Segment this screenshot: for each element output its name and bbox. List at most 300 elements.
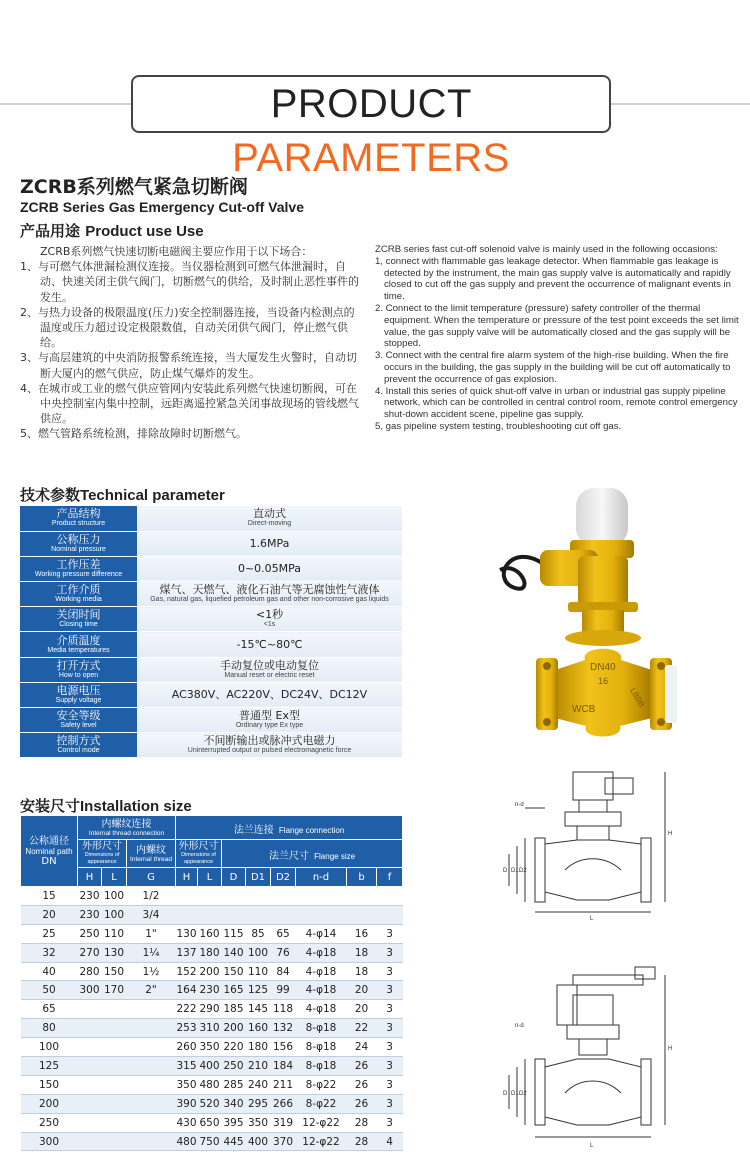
install-cell: 3 bbox=[377, 1000, 403, 1019]
install-row bbox=[21, 905, 403, 924]
install-cell bbox=[127, 1019, 176, 1038]
install-cell: 400 bbox=[198, 1057, 222, 1076]
install-row bbox=[21, 1000, 403, 1019]
install-cell: 270 bbox=[78, 943, 102, 962]
install-cell-dn: 100 bbox=[21, 1038, 78, 1057]
install-cell: 18 bbox=[347, 962, 377, 981]
install-cell: 2" bbox=[127, 981, 176, 1000]
tech-value-en: Uninterrupted output or pulsed electromagnetic force bbox=[187, 747, 352, 755]
install-cell: 160 bbox=[198, 924, 222, 943]
install-cell: 110 bbox=[102, 924, 127, 943]
tech-row bbox=[20, 657, 402, 682]
tech-label-en: Media temperatures bbox=[47, 646, 110, 654]
tech-label bbox=[20, 582, 137, 607]
install-cell: 4-φ18 bbox=[296, 962, 347, 981]
install-header-thread-cn: 内螺纹连接 bbox=[101, 818, 152, 830]
tech-row bbox=[20, 582, 402, 607]
install-cell: 350 bbox=[176, 1075, 198, 1094]
tech-label-cn: 控制方式 bbox=[56, 734, 101, 748]
install-cell: 100 bbox=[102, 905, 127, 924]
install-header-inthread bbox=[127, 840, 176, 868]
tech-table bbox=[20, 506, 402, 758]
install-cell-dn: 300 bbox=[21, 1132, 78, 1151]
install-cell: 4-φ18 bbox=[296, 981, 347, 1000]
tech-label-en: Working media bbox=[55, 596, 102, 604]
install-cell: 3 bbox=[377, 962, 403, 981]
install-cell: 230 bbox=[198, 981, 222, 1000]
install-cell: 170 bbox=[102, 981, 127, 1000]
install-cell: 185 bbox=[222, 1000, 246, 1019]
install-cell: 295 bbox=[246, 1094, 271, 1113]
drawing1-label-d2: D2 bbox=[519, 868, 527, 874]
tech-label bbox=[20, 632, 137, 657]
install-cell: 8-φ18 bbox=[296, 1057, 347, 1076]
tech-label-en: Nominal pressure bbox=[51, 545, 106, 553]
tech-row bbox=[20, 506, 402, 531]
install-cell: 100 bbox=[102, 887, 127, 906]
install-cell bbox=[127, 1113, 176, 1132]
install-cell: 22 bbox=[347, 1019, 377, 1038]
valve-mark-brand: LBBB bbox=[628, 686, 647, 709]
tech-value-cn: 不间断输出或脉冲式电磁力 bbox=[203, 734, 336, 748]
install-cell bbox=[296, 905, 347, 924]
install-cell bbox=[102, 1000, 127, 1019]
install-cell: 260 bbox=[176, 1038, 198, 1057]
install-cell bbox=[127, 1132, 176, 1151]
drawing1-solenoid bbox=[573, 772, 613, 800]
tech-value-en: Ordinary type Ex type bbox=[235, 722, 304, 730]
install-cell-dn: 50 bbox=[21, 981, 78, 1000]
install-cell: 3 bbox=[377, 1019, 403, 1038]
tech-label-en: Product structure bbox=[51, 520, 106, 528]
install-cell: 85 bbox=[246, 924, 271, 943]
tech-heading bbox=[20, 484, 225, 505]
tech-label-cn: 工作介质 bbox=[56, 583, 101, 597]
install-cell bbox=[78, 1000, 102, 1019]
tech-label-en: Closing time bbox=[59, 621, 98, 629]
install-cell: 26 bbox=[347, 1075, 377, 1094]
install-cell bbox=[127, 1000, 176, 1019]
install-cell bbox=[102, 1038, 127, 1057]
install-cell: 200 bbox=[222, 1019, 246, 1038]
install-cell: 26 bbox=[347, 1057, 377, 1076]
tech-heading-cn: 技术参数 bbox=[20, 486, 81, 504]
install-cell: 3 bbox=[377, 1075, 403, 1094]
tech-value-cn: <1秒 bbox=[255, 608, 284, 622]
install-header-thread bbox=[78, 816, 176, 840]
install-cell: 3 bbox=[377, 981, 403, 1000]
drawing2-body bbox=[545, 1059, 641, 1125]
install-cell: 1/2 bbox=[127, 887, 176, 906]
install-col-header: b bbox=[347, 868, 377, 887]
tech-row bbox=[20, 682, 402, 707]
install-header-flsize bbox=[222, 840, 403, 868]
product-use-cn-item: 2、与热力设备的极限温度(压力)安全控制器连接，当设备内检测点的温度或压力超过设定极限数值，自动关闭供气阀门，停止燃气供给。 bbox=[20, 305, 355, 350]
banner bbox=[131, 75, 611, 180]
install-cell: 130 bbox=[176, 924, 198, 943]
install-cell bbox=[198, 905, 222, 924]
banner-word-parameters: PARAMETERS bbox=[232, 136, 510, 180]
install-cell: 390 bbox=[176, 1094, 198, 1113]
install-cell: 650 bbox=[198, 1113, 222, 1132]
tech-label-en: Safety level bbox=[60, 722, 97, 730]
install-header-flange-cn: 法兰连接 bbox=[233, 825, 274, 836]
install-cell: 20 bbox=[347, 1000, 377, 1019]
install-cell bbox=[78, 1094, 102, 1113]
install-cell-dn: 20 bbox=[21, 905, 78, 924]
install-row bbox=[21, 1075, 403, 1094]
tech-row bbox=[20, 733, 402, 758]
install-cell bbox=[102, 1019, 127, 1038]
install-header-outer bbox=[78, 840, 127, 868]
install-cell: 140 bbox=[222, 943, 246, 962]
install-row bbox=[21, 1019, 403, 1038]
banner-word-product: PRODUCT bbox=[270, 82, 472, 126]
install-header-inthread-cn: 内螺纹 bbox=[136, 844, 166, 856]
drawing1-body bbox=[545, 840, 641, 900]
install-cell bbox=[127, 1038, 176, 1057]
product-use-cn-item: 5、燃气管路系统检测，排除故障时切断燃气。 bbox=[20, 427, 247, 441]
install-cell: 99 bbox=[271, 981, 296, 1000]
install-cell-dn: 25 bbox=[21, 924, 78, 943]
valve-mark-pn: 16 bbox=[598, 676, 609, 686]
drawing2-label-d: D bbox=[503, 1091, 508, 1097]
install-cell bbox=[377, 905, 403, 924]
tech-row bbox=[20, 556, 402, 581]
valve-cable bbox=[500, 557, 545, 589]
install-cell: 160 bbox=[246, 1019, 271, 1038]
tech-value bbox=[137, 657, 402, 682]
install-cell: 3 bbox=[377, 1057, 403, 1076]
tech-label bbox=[20, 708, 137, 733]
drawing1-flange-right bbox=[641, 838, 651, 902]
tech-value bbox=[137, 632, 402, 657]
install-header-columns bbox=[21, 868, 403, 887]
install-cell bbox=[78, 1113, 102, 1132]
install-cell: 1½ bbox=[127, 962, 176, 981]
install-header-outer2 bbox=[176, 840, 222, 868]
install-cell: 300 bbox=[78, 981, 102, 1000]
install-cell-dn: 250 bbox=[21, 1113, 78, 1132]
install-cell-dn: 80 bbox=[21, 1019, 78, 1038]
install-cell: 395 bbox=[222, 1113, 246, 1132]
install-cell-dn: 150 bbox=[21, 1075, 78, 1094]
install-cell-dn: 32 bbox=[21, 943, 78, 962]
install-cell bbox=[102, 1113, 127, 1132]
install-header-nominal bbox=[21, 816, 78, 887]
install-cell bbox=[246, 887, 271, 906]
product-use-en-intro: ZCRB series fast cut-off solenoid valve is mainly used in the following occasions: bbox=[375, 244, 718, 255]
product-use-en bbox=[375, 244, 745, 433]
install-cell: 340 bbox=[222, 1094, 246, 1113]
install-cell bbox=[78, 1057, 102, 1076]
install-cell: 152 bbox=[176, 962, 198, 981]
install-cell: 3 bbox=[377, 1094, 403, 1113]
install-heading-cn: 安装尺寸 bbox=[20, 797, 81, 815]
install-cell: 480 bbox=[176, 1132, 198, 1151]
install-cell: 132 bbox=[271, 1019, 296, 1038]
install-cell: 370 bbox=[271, 1132, 296, 1151]
tech-label-en: Working pressure difference bbox=[34, 570, 123, 578]
install-cell: 350 bbox=[246, 1113, 271, 1132]
install-cell: 4-φ18 bbox=[296, 943, 347, 962]
product-use-cn-intro: ZCRB系列燃气快速切断电磁阀主要应作用于以下场合： bbox=[40, 245, 313, 258]
install-cell: 3 bbox=[377, 1038, 403, 1057]
install-cell bbox=[102, 1094, 127, 1113]
product-use-en-item: 2. Connect to the limit temperature (pressure) safety controller of the thermal equipment. When the temperature or pressure of the test point exceeds the set limit value, the gas supply valve will be automatically closed and the gas supply will be stopped. bbox=[375, 302, 739, 350]
product-use-cn-item: 4、在城市或工业的燃气供应管网内安装此系列燃气快速切断阀，可在中央控制室内集中控制，远距离遥控紧急关闭事故现场的管线燃气供应。 bbox=[20, 381, 359, 426]
tech-value bbox=[137, 607, 402, 632]
install-cell: 65 bbox=[271, 924, 296, 943]
product-title-en: ZCRB Series Gas Emergency Cut-off Valve bbox=[20, 199, 304, 215]
drawing2-handle bbox=[573, 975, 643, 985]
install-cell bbox=[377, 887, 403, 906]
install-cell bbox=[222, 887, 246, 906]
drawing2-flange-right bbox=[641, 1059, 651, 1125]
install-col-header: D bbox=[222, 868, 246, 887]
install-cell: 210 bbox=[246, 1057, 271, 1076]
install-cell: 430 bbox=[176, 1113, 198, 1132]
install-col-header: D1 bbox=[246, 868, 271, 887]
install-row bbox=[21, 1132, 403, 1151]
install-row bbox=[21, 1113, 403, 1132]
drawing2-flange-left bbox=[535, 1059, 545, 1125]
product-use-heading bbox=[20, 220, 204, 241]
install-cell bbox=[78, 1132, 102, 1151]
install-cell bbox=[222, 905, 246, 924]
tech-label bbox=[20, 506, 137, 531]
install-cell: 8-φ18 bbox=[296, 1038, 347, 1057]
tech-value bbox=[137, 531, 402, 556]
install-row bbox=[21, 981, 403, 1000]
install-cell: 184 bbox=[271, 1057, 296, 1076]
install-row bbox=[21, 1057, 403, 1076]
install-cell bbox=[176, 887, 198, 906]
install-cell: 445 bbox=[222, 1132, 246, 1151]
install-cell: 180 bbox=[198, 943, 222, 962]
install-cell: 1¼ bbox=[127, 943, 176, 962]
install-header-inthread-en: Internal thread bbox=[130, 855, 172, 863]
install-cell bbox=[347, 887, 377, 906]
tech-value bbox=[137, 708, 402, 733]
install-cell: 400 bbox=[246, 1132, 271, 1151]
install-cell: 150 bbox=[222, 962, 246, 981]
install-header-flsize-cn: 法兰尺寸 bbox=[269, 851, 310, 862]
install-cell: 145 bbox=[246, 1000, 271, 1019]
drawing1-label-h: H bbox=[668, 831, 673, 837]
install-cell: 28 bbox=[347, 1113, 377, 1132]
tech-heading-en: Technical parameter bbox=[80, 487, 225, 504]
install-cell: 266 bbox=[271, 1094, 296, 1113]
install-cell: 222 bbox=[176, 1000, 198, 1019]
install-row bbox=[21, 1038, 403, 1057]
tech-label-cn: 电源电压 bbox=[56, 683, 101, 697]
install-cell: 115 bbox=[222, 924, 246, 943]
install-cell: 137 bbox=[176, 943, 198, 962]
install-cell: 165 bbox=[222, 981, 246, 1000]
install-cell: 8-φ18 bbox=[296, 1019, 347, 1038]
install-cell bbox=[78, 1019, 102, 1038]
install-cell: 4-φ14 bbox=[296, 924, 347, 943]
tech-value-cn: -15℃~80℃ bbox=[236, 637, 303, 651]
install-header-flange bbox=[176, 816, 403, 840]
install-col-header: H bbox=[78, 868, 102, 887]
install-cell bbox=[246, 905, 271, 924]
install-cell: 240 bbox=[246, 1075, 271, 1094]
drawing1-label-d1: D1 bbox=[511, 868, 519, 874]
product-title-cn: ZCRB系列燃气紧急切断阀 bbox=[20, 176, 248, 198]
install-header-outer-cn: 外形尺寸 bbox=[82, 841, 122, 852]
install-header-outer2-cn: 外形尺寸 bbox=[178, 841, 219, 852]
install-cell: 319 bbox=[271, 1113, 296, 1132]
tech-value-cn: AC380V、AC220V、DC24V、DC12V bbox=[171, 687, 368, 701]
install-cell bbox=[102, 1132, 127, 1151]
install-col-header: L bbox=[198, 868, 222, 887]
drawing1-flange-left bbox=[535, 838, 545, 902]
tech-label-cn: 介质温度 bbox=[56, 633, 101, 647]
install-cell: 4-φ18 bbox=[296, 1000, 347, 1019]
drawing2-label-d1: D1 bbox=[511, 1091, 519, 1097]
valve-solenoid bbox=[578, 556, 628, 610]
tech-value-cn: 手动复位或电动复位 bbox=[220, 658, 319, 672]
tech-value-cn: 煤气、天燃气、液化石油气等无腐蚀性气液体 bbox=[159, 583, 380, 597]
install-cell: 480 bbox=[198, 1075, 222, 1094]
install-cell: 12-φ22 bbox=[296, 1113, 347, 1132]
tech-label bbox=[20, 657, 137, 682]
tech-label bbox=[20, 556, 137, 581]
tech-value bbox=[137, 556, 402, 581]
install-cell: 20 bbox=[347, 981, 377, 1000]
install-cell: 3 bbox=[377, 943, 403, 962]
install-cell bbox=[198, 887, 222, 906]
install-cell: 250 bbox=[222, 1057, 246, 1076]
install-cell: 84 bbox=[271, 962, 296, 981]
tech-value-en: Gas, natural gas, liquefied petroleum gas and other non-corrosive gas liquids bbox=[150, 596, 389, 604]
tech-value bbox=[137, 506, 402, 531]
install-cell: 8-φ22 bbox=[296, 1075, 347, 1094]
tech-value bbox=[137, 733, 402, 758]
install-header-thread-en: Internal thread connection bbox=[88, 829, 165, 837]
tech-label-cn: 打开方式 bbox=[56, 658, 101, 672]
install-cell: 285 bbox=[222, 1075, 246, 1094]
install-cell: 156 bbox=[271, 1038, 296, 1057]
product-use-cn-item: 3、与高层建筑的中央消防报警系统连接，当大厦发生火警时，自动切断大厦内的燃气供应，防止煤气爆炸的发生。 bbox=[20, 351, 357, 380]
install-cell: 118 bbox=[271, 1000, 296, 1019]
install-cell: 230 bbox=[78, 905, 102, 924]
install-cell: 280 bbox=[78, 962, 102, 981]
tech-value-cn: 普通型 Ex型 bbox=[239, 709, 300, 723]
install-cell-dn: 125 bbox=[21, 1057, 78, 1076]
tech-row bbox=[20, 708, 402, 733]
install-cell: 315 bbox=[176, 1057, 198, 1076]
product-use-heading-en: Product use Use bbox=[85, 223, 204, 240]
tech-label bbox=[20, 682, 137, 707]
install-cell: 310 bbox=[198, 1019, 222, 1038]
tech-label-en: Control mode bbox=[57, 747, 100, 755]
install-cell: 12-φ22 bbox=[296, 1132, 347, 1151]
product-use-en-item: 5, gas pipeline system testing, troubleshooting cut off gas. bbox=[375, 420, 622, 432]
tech-value-en: Direct-moving bbox=[247, 520, 292, 528]
install-cell bbox=[296, 887, 347, 906]
install-cell: 180 bbox=[246, 1038, 271, 1057]
product-use-en-item: 4. Install this series of quick shut-off valve in urban or industrial gas supply pipeline network, which can be controlled in central control room, remote control emergency shut-down accident scene, pipeline gas supply. bbox=[375, 385, 738, 421]
tech-label-en: Supply voltage bbox=[55, 696, 102, 704]
install-col-header: H bbox=[176, 868, 198, 887]
install-cell bbox=[271, 887, 296, 906]
drawing2-label-l: L bbox=[590, 1143, 594, 1149]
install-row bbox=[21, 887, 403, 906]
install-cell bbox=[102, 1075, 127, 1094]
install-col-header: n-d bbox=[296, 868, 347, 887]
install-header-nominal-cn: 公称通径 bbox=[29, 835, 69, 847]
install-drawing-flanged bbox=[495, 760, 725, 925]
install-header-flange-en: Flange connection bbox=[278, 826, 345, 835]
install-cell: 76 bbox=[271, 943, 296, 962]
install-cell: 3 bbox=[377, 924, 403, 943]
valve-mark-material: WCB bbox=[572, 704, 596, 715]
install-row bbox=[21, 1094, 403, 1113]
install-cell: 253 bbox=[176, 1019, 198, 1038]
install-cell bbox=[347, 905, 377, 924]
tech-row bbox=[20, 531, 402, 556]
tech-value-cn: 1.6MPa bbox=[249, 536, 290, 550]
tech-label-cn: 安全等级 bbox=[56, 709, 101, 723]
install-cell: 220 bbox=[222, 1038, 246, 1057]
install-header-outer-en: Dimensions of appearance bbox=[84, 852, 120, 865]
tech-table-body bbox=[20, 506, 402, 758]
install-cell: 250 bbox=[78, 924, 102, 943]
drawing2-label-h: H bbox=[668, 1046, 673, 1052]
tech-value-cn: 直动式 bbox=[253, 507, 286, 521]
install-cell-dn: 15 bbox=[21, 887, 78, 906]
install-cell: 150 bbox=[102, 962, 127, 981]
install-cell: 16 bbox=[347, 924, 377, 943]
install-cell bbox=[271, 905, 296, 924]
install-cell bbox=[176, 905, 198, 924]
tech-row bbox=[20, 607, 402, 632]
install-cell bbox=[102, 1057, 127, 1076]
install-cell: 3/4 bbox=[127, 905, 176, 924]
install-cell: 211 bbox=[271, 1075, 296, 1094]
install-cell: 125 bbox=[246, 981, 271, 1000]
install-col-header: f bbox=[377, 868, 403, 887]
install-cell: 230 bbox=[78, 887, 102, 906]
install-cell: 200 bbox=[198, 962, 222, 981]
install-cell bbox=[78, 1075, 102, 1094]
install-cell-dn: 65 bbox=[21, 1000, 78, 1019]
drawing2-label-nd: n-d bbox=[515, 1023, 524, 1029]
install-cell-dn: 200 bbox=[21, 1094, 78, 1113]
install-heading-en: Installation size bbox=[80, 798, 192, 815]
install-cell: 110 bbox=[246, 962, 271, 981]
tech-label-cn: 关闭时间 bbox=[56, 608, 101, 622]
install-cell: 520 bbox=[198, 1094, 222, 1113]
tech-label-en: How to open bbox=[58, 671, 99, 679]
install-cell: 750 bbox=[198, 1132, 222, 1151]
product-use-en-item: 3. Connect with the central fire alarm system of the high-rise building. When the fire occurs in the building, the gas supply in the building will be cut off automatically to prevent the occurrence of gas explosion. bbox=[375, 350, 731, 385]
install-drawing-manual-reset bbox=[495, 955, 725, 1155]
install-cell: 26 bbox=[347, 1094, 377, 1113]
tech-value bbox=[137, 682, 402, 707]
tech-row bbox=[20, 632, 402, 657]
install-cell: 24 bbox=[347, 1038, 377, 1057]
install-cell: 100 bbox=[246, 943, 271, 962]
install-cell bbox=[127, 1075, 176, 1094]
install-cell: 1" bbox=[127, 924, 176, 943]
install-cell: 290 bbox=[198, 1000, 222, 1019]
install-cell: 130 bbox=[102, 943, 127, 962]
product-use-en-item: 1, connect with flammable gas leakage detector. When flammable gas leakage is detected by the instrument, the main gas supply valve is automatically and rapidly closed to cut off the gas supply and prevent the occurrence of malignant events in time. bbox=[375, 255, 732, 303]
